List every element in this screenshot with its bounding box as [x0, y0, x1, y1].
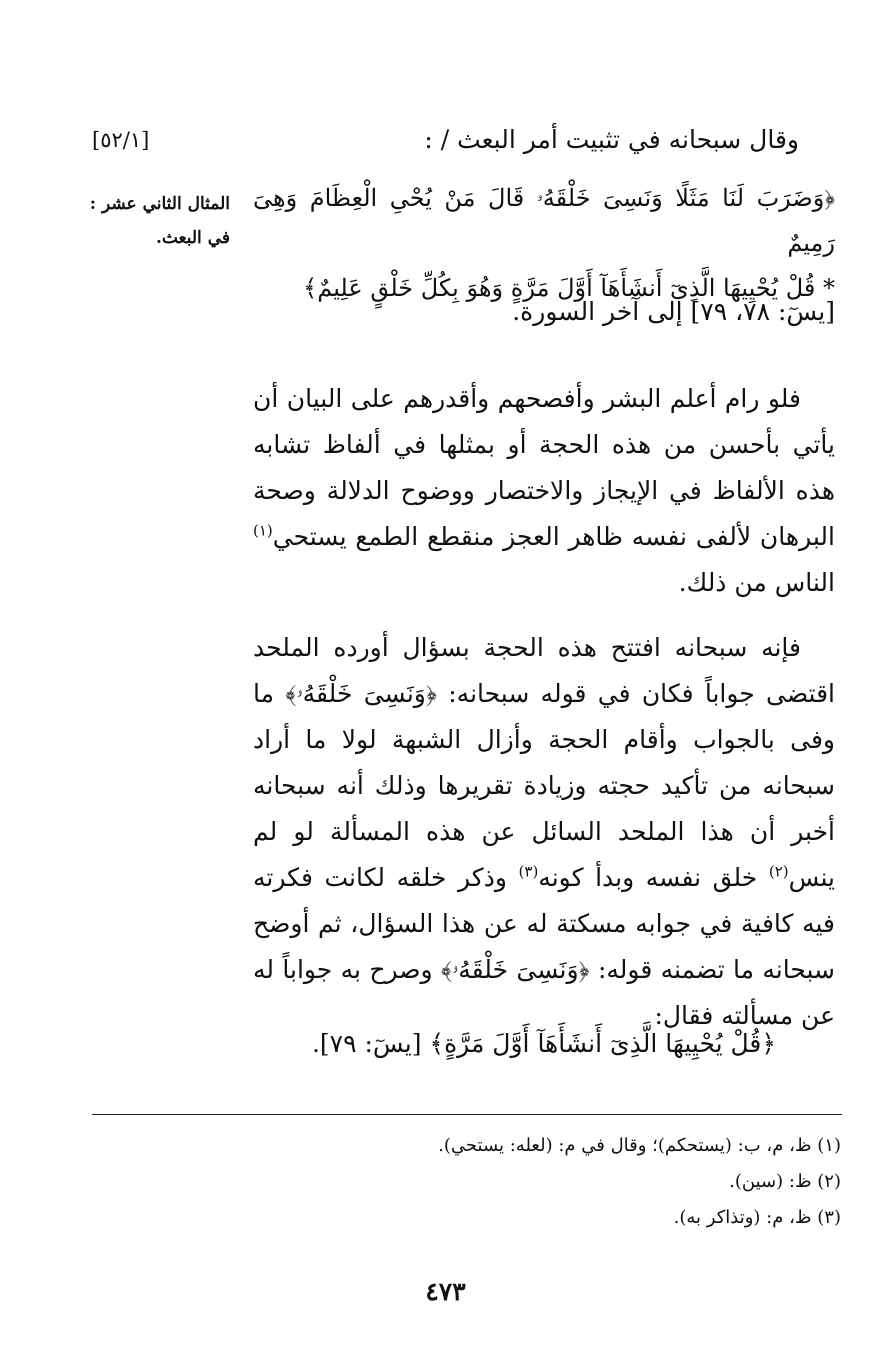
margin-note: المثال الثاني عشر : في البعث.	[89, 194, 230, 248]
paragraph-1-tail: الناس من ذلك.	[678, 568, 835, 597]
verse-reference: [يسٓ: ٧٨، ٧٩] إلى آخر السورة.	[512, 297, 835, 326]
footnote-divider	[92, 1114, 842, 1115]
quran-verse-block	[253, 176, 835, 311]
page-number: ٤٧٣	[425, 1277, 466, 1306]
manuscript-page-reference: [٥٢/١]	[92, 128, 150, 152]
paragraph-2-part-2: خلق نفسه وبدأ كونه	[538, 863, 769, 892]
paragraph-2	[253, 625, 835, 1039]
footnote-marker-1: (١)	[253, 521, 273, 540]
paragraph-2-part-1: فإنه سبحانه افتتح هذه الحجة بسؤال أورده الملحد اقتضى جواباً فكان في قوله سبحانه: ﴿وَنَسِىَ خَلْقَهُۥ﴾ ما وفى بالجواب وأقام الحجة وأزال الشبهة لولا ما أراد سبحانه من تأكيد حجته وزيادة تقريرها وذلك أنه سبحانه أخبر أن هذا الملحد السائل عن هذه المسألة لو لم ينس	[253, 633, 835, 892]
footnote-3: (٣) ظ، م: (وتذاكر به).	[673, 1207, 841, 1228]
footnote-1: (١) ظ، م، ب: (يستحكم)؛ وقال في م: (لعله: يستحي).	[438, 1135, 841, 1156]
footnotes	[141, 1128, 841, 1236]
paragraph-1	[253, 376, 835, 606]
verse-line-1: ﴿وَضَرَبَ لَنَا مَثَلًا وَنَسِىَ خَلْقَهُۥ قَالَ مَنْ يُحْىِ الْعِظَامَ وَهِىَ رَمِيمٌ	[253, 184, 835, 257]
paragraph-1-text: فلو رام أعلم البشر وأفصحهم وأقدرهم على البيان أن يأتي بأحسن من هذه الحجة أو بمثلها في ألفاظ تشابه هذه الألفاظ في الإيجاز والاختصار ووضوح الدلالة وصحة البرهان لألفى نفسه ظاهر العجز منقطع الطمع يستحي	[253, 384, 835, 551]
section-heading: وقال سبحانه في تثبيت أمر البعث / :	[424, 125, 799, 154]
footnote-marker-2: (٢)	[768, 862, 789, 881]
footnote-2: (٢) ظ: (سين).	[729, 1171, 841, 1192]
verse-line-2: * قُلْ يُحْيِيهَا الَّذِىٓ أَنشَأَهَآ أَوَّلَ مَرَّةٍ وَهُوَ بِكُلِّ خَلْقٍ عَلِيمٌ﴾	[303, 274, 835, 302]
paragraph-2-part-3: وذكر خلقه لكانت فكرته فيه كافية في جوابه مسكتة له عن هذا السؤال، ثم أوضح سبحانه ما تضمنه قوله: ﴿وَنَسِىَ خَلْقَهُۥ﴾ وصرح به جواباً له عن مسألته فقال:	[253, 863, 835, 1030]
quran-verse-closing: ﴿قُلْ يُحْيِيهَا الَّذِىٓ أَنشَأَهَآ أَوَّلَ مَرَّةٍ﴾ [يسٓ: ٧٩].	[311, 1029, 777, 1058]
footnote-marker-3: (٣)	[518, 862, 539, 881]
